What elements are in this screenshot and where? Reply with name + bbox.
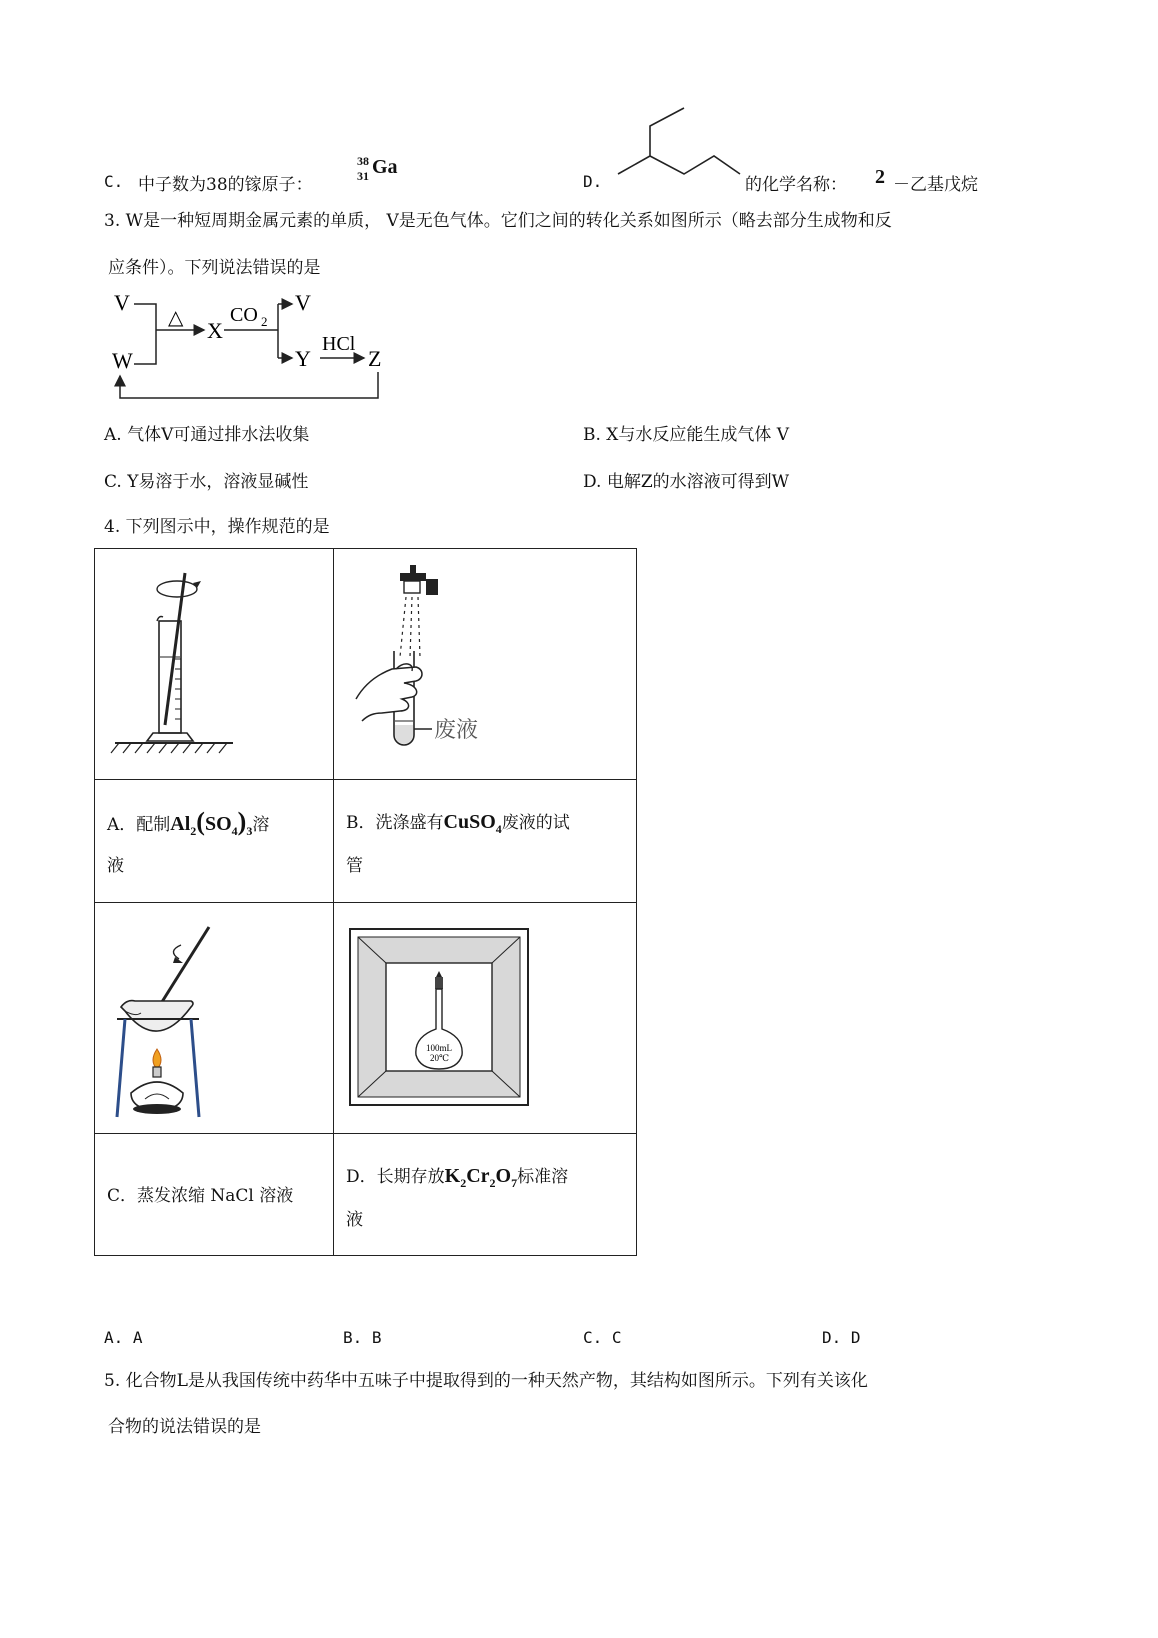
flask-temp-label: 20℃ — [430, 1053, 450, 1063]
al2so43-formula: $Al_2(SO_4)_3$ — [170, 807, 253, 838]
q2-option-d-prefix: D. — [583, 172, 603, 191]
graduated-cylinder-stirring-icon — [95, 549, 333, 779]
ga-symbol: Ga — [372, 156, 398, 178]
q3-stem-line1: 3. W是一种短周期金属元素的单质， V是无色气体。它们之间的转化关系如图所示（略去部分生成物和反 — [104, 211, 892, 231]
q3-conversion-diagram — [108, 288, 418, 406]
volumetric-flask-cabinet-icon — [334, 903, 636, 1133]
q4-cell-c-line1: C．蒸发浓缩 NaCl 溶液 — [107, 1186, 294, 1206]
diagram-y: Y — [295, 346, 311, 371]
q2-option-c-prefix: C. — [104, 172, 124, 191]
q4-answer-c: C. C — [583, 1328, 622, 1347]
q5-stem-line1: 5. 化合物L是从我国传统中药华中五味子中提取得到的一种天然产物，其结构如图所示。下列有关该化 — [104, 1371, 868, 1391]
q2-option-d-name: －乙基戊烷 — [893, 175, 978, 195]
q4-cell-d-line2: 液 — [346, 1210, 363, 1230]
ga-mass-number: 38 — [357, 154, 369, 168]
q4-options-table — [94, 548, 637, 1256]
q4-cell-d-text — [333, 1133, 637, 1256]
q3-option-b: B. X与水反应能生成气体 V — [583, 425, 790, 445]
skeletal-structure-icon — [612, 104, 742, 186]
q4-cell-d-line1: D．长期存放$K_2Cr_2O_7$标准溶 — [346, 1165, 569, 1190]
q5-stem-line2: 合物的说法错误的是 — [108, 1417, 261, 1437]
q3-option-d: D. 电解Z的水溶液可得到W — [583, 472, 790, 492]
q4-cell-c-image — [94, 902, 334, 1134]
q4-cell-a-line1: A．配制$Al_2(SO_4)_3$溶 — [107, 807, 270, 838]
q4-cell-c-text — [94, 1133, 334, 1256]
evaporating-dish-burner-icon — [95, 903, 333, 1133]
q4-cell-a-text — [94, 779, 334, 903]
diagram-hcl: HCl — [322, 333, 356, 355]
q2-gallium-isotope — [357, 152, 407, 192]
q4-cell-d-image — [333, 902, 637, 1134]
q4-cell-b-image — [333, 548, 637, 780]
q3-option-c: C. Y易溶于水，溶液显碱性 — [104, 472, 309, 492]
diagram-v: V — [114, 290, 130, 315]
q4-answer-b: B. B — [343, 1328, 382, 1347]
q2-option-d-text: 的化学名称： — [745, 175, 847, 195]
diagram-z: Z — [368, 346, 382, 371]
q4-cell-b-line2: 管 — [346, 856, 363, 876]
q4-cell-b-line1: B．洗涤盛有CuSO$_4$废液的试 — [346, 811, 570, 836]
q3-stem-line2: 应条件）。下列说法错误的是 — [108, 258, 321, 278]
q4-cell-a-line2: 液 — [107, 856, 124, 876]
diagram-w: W — [112, 348, 133, 373]
q4-cell-a-image — [94, 548, 334, 780]
k2cr2o7-formula: $K_2Cr_2O_7$ — [444, 1165, 518, 1190]
faucet-test-tube-icon — [334, 549, 636, 779]
q4-answer-a: A. A — [104, 1328, 143, 1347]
q2-option-c-text: 中子数为38的镓原子： — [138, 175, 313, 195]
q2-option-d-number: 2 — [875, 166, 885, 188]
cuso4-formula: CuSO$_4$ — [443, 811, 502, 836]
q4-answer-d: D. D — [822, 1328, 861, 1347]
flask-volume-label: 100mL — [426, 1043, 452, 1053]
ga-atomic-number: 31 — [357, 169, 369, 183]
waste-liquid-label: 废液 — [434, 717, 479, 742]
q3-option-a: A. 气体V可通过排水法收集 — [104, 425, 310, 445]
diagram-co-subscript: 2 — [261, 314, 268, 329]
q4-cell-b-text — [333, 779, 637, 903]
diagram-co: CO — [230, 304, 258, 326]
diagram-x: X — [207, 318, 223, 343]
diagram-heat: △ — [168, 307, 184, 329]
q4-stem: 4. 下列图示中，操作规范的是 — [104, 517, 330, 537]
diagram-v-product: V — [295, 290, 311, 315]
